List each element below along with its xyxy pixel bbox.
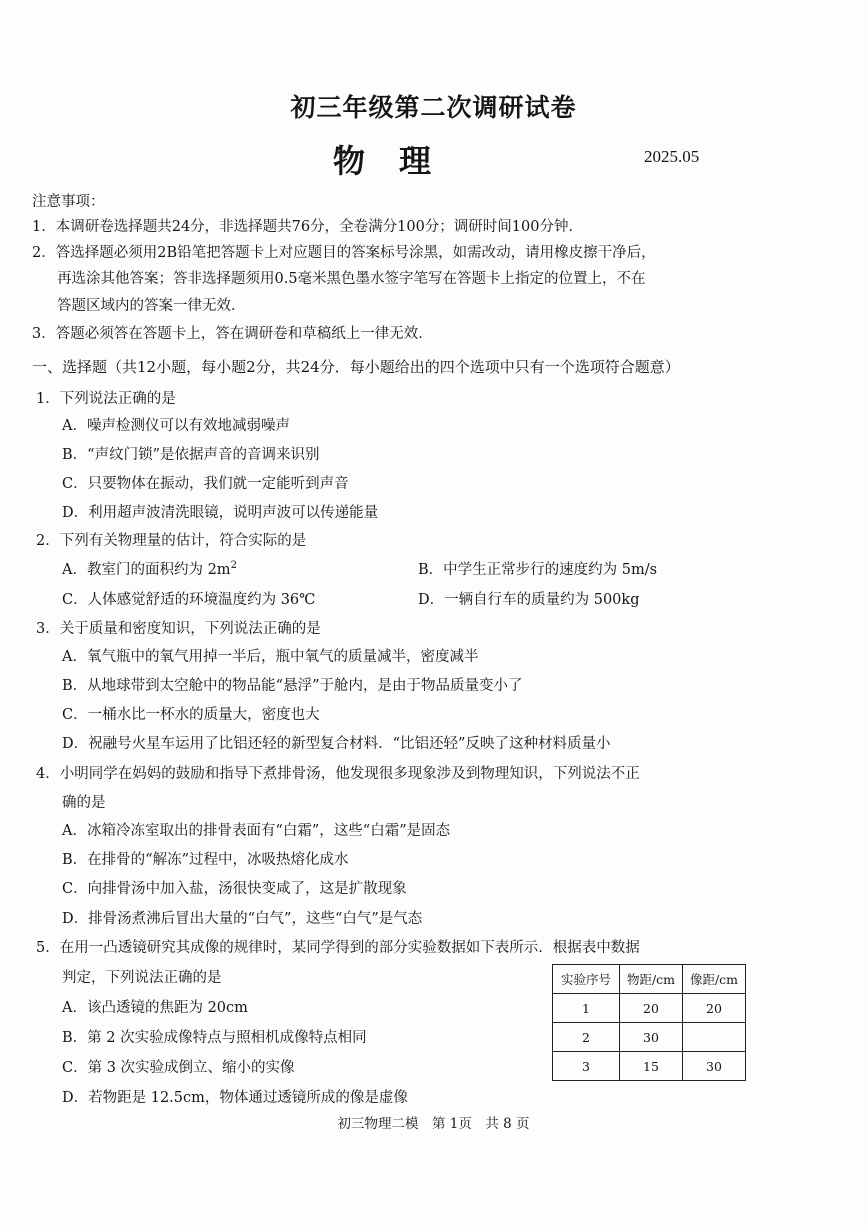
q2-option-a-superscript: 2: [230, 560, 237, 572]
q3-option-c: C．一桶水比一杯水的质量大，密度也大: [62, 707, 320, 723]
exam-title: 初三年级第二次调研试卷: [290, 93, 577, 122]
table-header-image-distance: 像距/cm: [683, 965, 746, 994]
table-row: [553, 1052, 746, 1081]
q4-stem-line-1: 4．小明同学在妈妈的鼓励和指导下煮排骨汤，他发现很多现象涉及到物理知识，下列说法不正: [36, 766, 640, 782]
table-cell: 1: [553, 994, 620, 1023]
note-1: 1．本调研卷选择题共24分，非选择题共76分，全卷满分100分；调研时间100分钟．: [32, 219, 583, 235]
exam-subject: 物理: [333, 142, 466, 180]
experiment-data-table: [552, 964, 746, 1081]
q4-option-c: C．向排骨汤中加入盐，汤很快变咸了，这是扩散现象: [62, 881, 407, 897]
notes-heading: 注意事项：: [32, 194, 105, 210]
q1-option-a: A．噪声检测仪可以有效地减弱噪声: [62, 418, 290, 434]
q3-option-a: A．氧气瓶中的氧气用掉一半后，瓶中氧气的质量减半，密度减半: [62, 649, 479, 665]
table-cell: 30: [683, 1052, 746, 1081]
table-cell: 20: [620, 994, 683, 1023]
table-row: [553, 994, 746, 1023]
table-cell: 15: [620, 1052, 683, 1081]
q3-option-d: D．祝融号火星车运用了比铝还轻的新型复合材料．“比铝还轻”反映了这种材料质量小: [62, 736, 611, 752]
table-cell: 20: [683, 994, 746, 1023]
table-row: [553, 1023, 746, 1052]
q5-option-c: C．第 3 次实验成倒立、缩小的实像: [62, 1060, 295, 1076]
note-2-line-2: 再选涂其他答案；答非选择题须用0.5毫米黑色墨水签字笔写在答题卡上指定的位置上，不在: [57, 271, 646, 287]
q2-option-d: D．一辆自行车的质量约为 500kg: [418, 592, 640, 608]
table-header-trial: 实验序号: [553, 965, 620, 994]
q5-option-b: B．第 2 次实验成像特点与照相机成像特点相同: [62, 1030, 367, 1046]
q2-option-b: B．中学生正常步行的速度约为 5m/s: [418, 562, 658, 578]
q2-option-a-text: A．教室门的面积约为 2m: [62, 562, 231, 578]
q5-stem-line-2: 判定，下列说法正确的是: [62, 970, 222, 986]
table-cell: [683, 1023, 746, 1052]
q5-option-d: D．若物距是 12.5cm，物体通过透镜所成的像是虚像: [62, 1090, 408, 1106]
q3-option-b: B．从地球带到太空舱中的物品能“悬浮”于舱内，是由于物品质量变小了: [62, 678, 523, 694]
q4-option-a: A．冰箱冷冻室取出的排骨表面有“白霜”，这些“白霜”是固态: [62, 823, 451, 839]
q1-option-d: D．利用超声波清洗眼镜，说明声波可以传递能量: [62, 505, 379, 521]
note-3: 3．答题必须答在答题卡上，答在调研卷和草稿纸上一律无效．: [32, 326, 433, 342]
q1-stem: 1．下列说法正确的是: [36, 391, 176, 407]
exam-date: 2025.05: [644, 147, 700, 166]
q3-stem: 3．关于质量和密度知识，下列说法正确的是: [36, 621, 321, 637]
q5-stem-line-1: 5．在用一凸透镜研究其成像的规律时，某同学得到的部分实验数据如下表所示．根据表中数据: [36, 940, 640, 956]
q2-stem: 2．下列有关物理量的估计，符合实际的是: [36, 533, 307, 549]
note-2-line-3: 答题区域内的答案一律无效．: [57, 298, 246, 314]
page-footer: 初三物理二模 第 1页 共 8 页: [337, 1116, 530, 1132]
table-cell: 2: [553, 1023, 620, 1052]
table-cell: 30: [620, 1023, 683, 1052]
q4-option-d: D．排骨汤煮沸后冒出大量的“白气”，这些“白气”是气态: [62, 911, 423, 927]
q1-option-b: B．“声纹门锁”是依据声音的音调来识别: [62, 447, 320, 463]
q4-stem-line-2: 确的是: [62, 795, 106, 811]
q4-option-b: B．在排骨的“解冻”过程中，冰吸热熔化成水: [62, 852, 349, 868]
q5-option-a: A．该凸透镜的焦距为 20cm: [62, 1000, 248, 1016]
table-header-object-distance: 物距/cm: [620, 965, 683, 994]
q2-option-a: [62, 558, 237, 579]
q1-option-c: C．只要物体在振动，我们就一定能听到声音: [62, 476, 349, 492]
q2-option-c: C．人体感觉舒适的环境温度约为 36℃: [62, 592, 316, 608]
section-heading: 一、选择题（共12小题，每小题2分，共24分．每小题给出的四个选项中只有一个选项符合题意）: [32, 358, 680, 376]
table-header-row: [553, 965, 746, 994]
note-2-line-1: 2．答选择题必须用2B铅笔把答题卡上对应题目的答案标号涂黑，如需改动，请用橡皮擦干净后，: [32, 245, 656, 261]
table-cell: 3: [553, 1052, 620, 1081]
